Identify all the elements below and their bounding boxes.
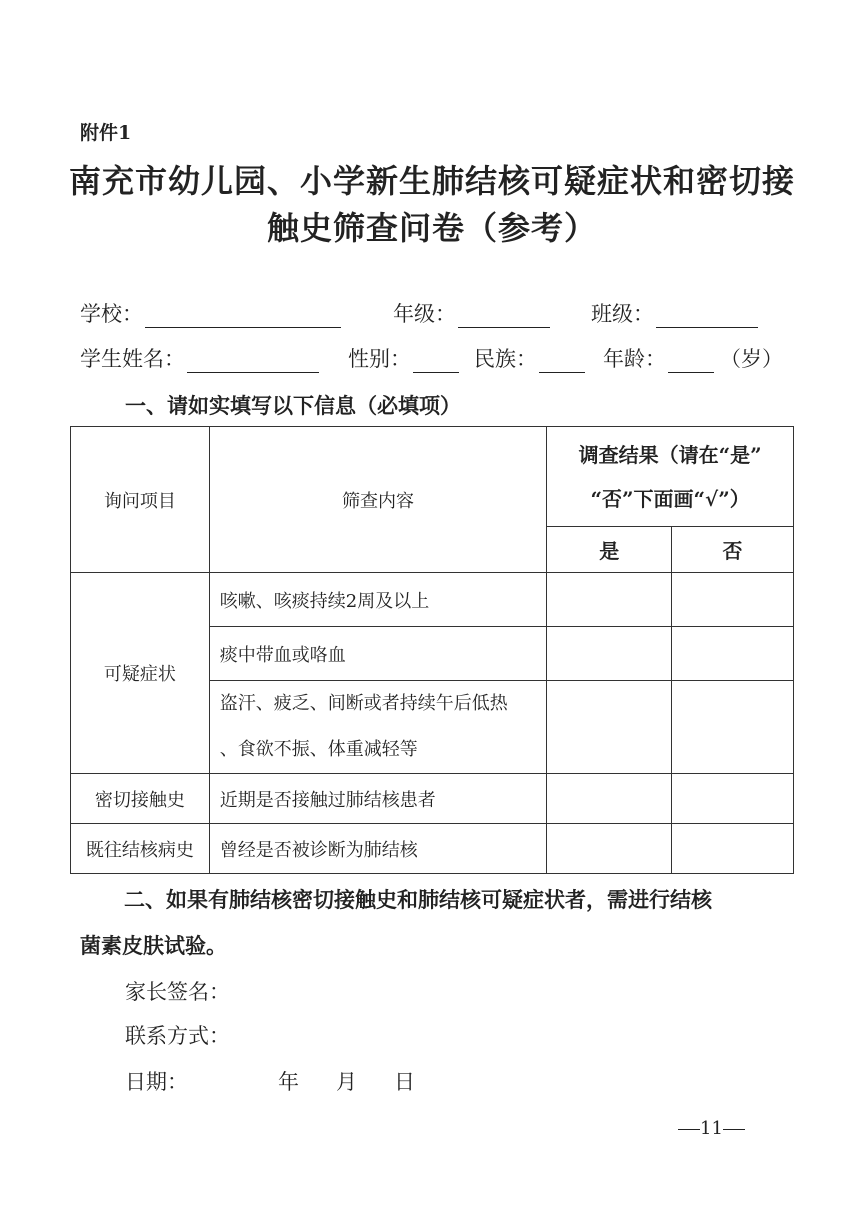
age-blank[interactable] — [668, 350, 714, 373]
age-field — [603, 343, 783, 373]
yes-checkbox-cell[interactable] — [547, 627, 672, 681]
item-suspicious-symptoms: 可疑症状 — [71, 573, 210, 774]
item-tb-history: 既往结核病史 — [71, 824, 210, 874]
table-row — [71, 774, 794, 824]
content-diagnosed: 曾经是否被诊断为肺结核 — [209, 824, 546, 874]
grade-field — [393, 298, 550, 328]
section1-heading: 一、请如实填写以下信息（必填项） — [125, 393, 461, 418]
page-dash-left — [678, 1129, 700, 1130]
no-checkbox-cell[interactable] — [672, 573, 794, 627]
annex-label: 附件1 — [80, 122, 132, 144]
document-title-line1: 南充市幼儿园、小学新生肺结核可疑症状和密切接 — [68, 162, 795, 200]
page-number — [678, 1118, 745, 1139]
header-content: 筛查内容 — [209, 427, 546, 573]
student-name-field — [80, 343, 319, 373]
screening-table — [70, 426, 794, 874]
yes-checkbox-cell[interactable] — [547, 774, 672, 824]
gender-label: 性别： — [348, 347, 411, 371]
header-yes: 是 — [547, 527, 672, 573]
content-hemoptysis: 痰中带血或咯血 — [209, 627, 546, 681]
header-result-line1: 调查结果（请在“是” — [578, 442, 762, 467]
student-name-label: 学生姓名： — [80, 347, 185, 371]
table-row — [71, 824, 794, 874]
section2-line2: 菌素皮肤试验。 — [80, 933, 227, 958]
date-label: 日期： — [125, 1070, 188, 1094]
day-label: 日 — [394, 1070, 415, 1094]
header-item: 询问项目 — [71, 427, 210, 573]
table-row — [71, 573, 794, 627]
header-no: 否 — [672, 527, 794, 573]
class-field — [591, 298, 758, 328]
header-result — [547, 427, 794, 527]
year-label: 年 — [278, 1070, 299, 1094]
content-night-sweats: 盗汗、疲乏、间断或者持续午后低热 、食欲不振、体重减轻等 — [209, 681, 546, 774]
class-blank[interactable] — [656, 305, 758, 328]
student-name-blank[interactable] — [187, 350, 319, 373]
no-checkbox-cell[interactable] — [672, 824, 794, 874]
yes-checkbox-cell[interactable] — [547, 681, 672, 774]
ethnicity-field — [474, 343, 585, 373]
gender-field — [348, 343, 459, 373]
section2-line1: 二、如果有肺结核密切接触史和肺结核可疑症状者，需进行结核 — [124, 887, 712, 912]
document-title-line2: 触史筛查问卷（参考） — [266, 209, 597, 247]
grade-label: 年级： — [393, 302, 456, 326]
ethnicity-blank[interactable] — [539, 350, 585, 373]
gender-blank[interactable] — [413, 350, 459, 373]
age-unit: （岁） — [720, 347, 783, 371]
ethnicity-label: 民族： — [474, 347, 537, 371]
no-checkbox-cell[interactable] — [672, 681, 794, 774]
yes-checkbox-cell[interactable] — [547, 824, 672, 874]
class-label: 班级： — [591, 302, 654, 326]
school-label: 学校： — [80, 302, 143, 326]
page-dash-right — [723, 1129, 745, 1130]
no-checkbox-cell[interactable] — [672, 774, 794, 824]
contact-label: 联系方式： — [125, 1024, 230, 1048]
no-checkbox-cell[interactable] — [672, 627, 794, 681]
parent-signature-label: 家长签名： — [125, 980, 230, 1004]
content-contact: 近期是否接触过肺结核患者 — [209, 774, 546, 824]
month-label: 月 — [336, 1070, 357, 1094]
content-cough: 咳嗽、咳痰持续2周及以上 — [209, 573, 546, 627]
item-close-contact: 密切接触史 — [71, 774, 210, 824]
age-label: 年龄： — [603, 347, 666, 371]
grade-blank[interactable] — [458, 305, 550, 328]
yes-checkbox-cell[interactable] — [547, 573, 672, 627]
page-number-text: 11 — [700, 1118, 723, 1139]
header-result-line2: “否”下面画“√”） — [590, 486, 750, 511]
school-field — [80, 298, 341, 328]
school-blank[interactable] — [145, 305, 341, 328]
